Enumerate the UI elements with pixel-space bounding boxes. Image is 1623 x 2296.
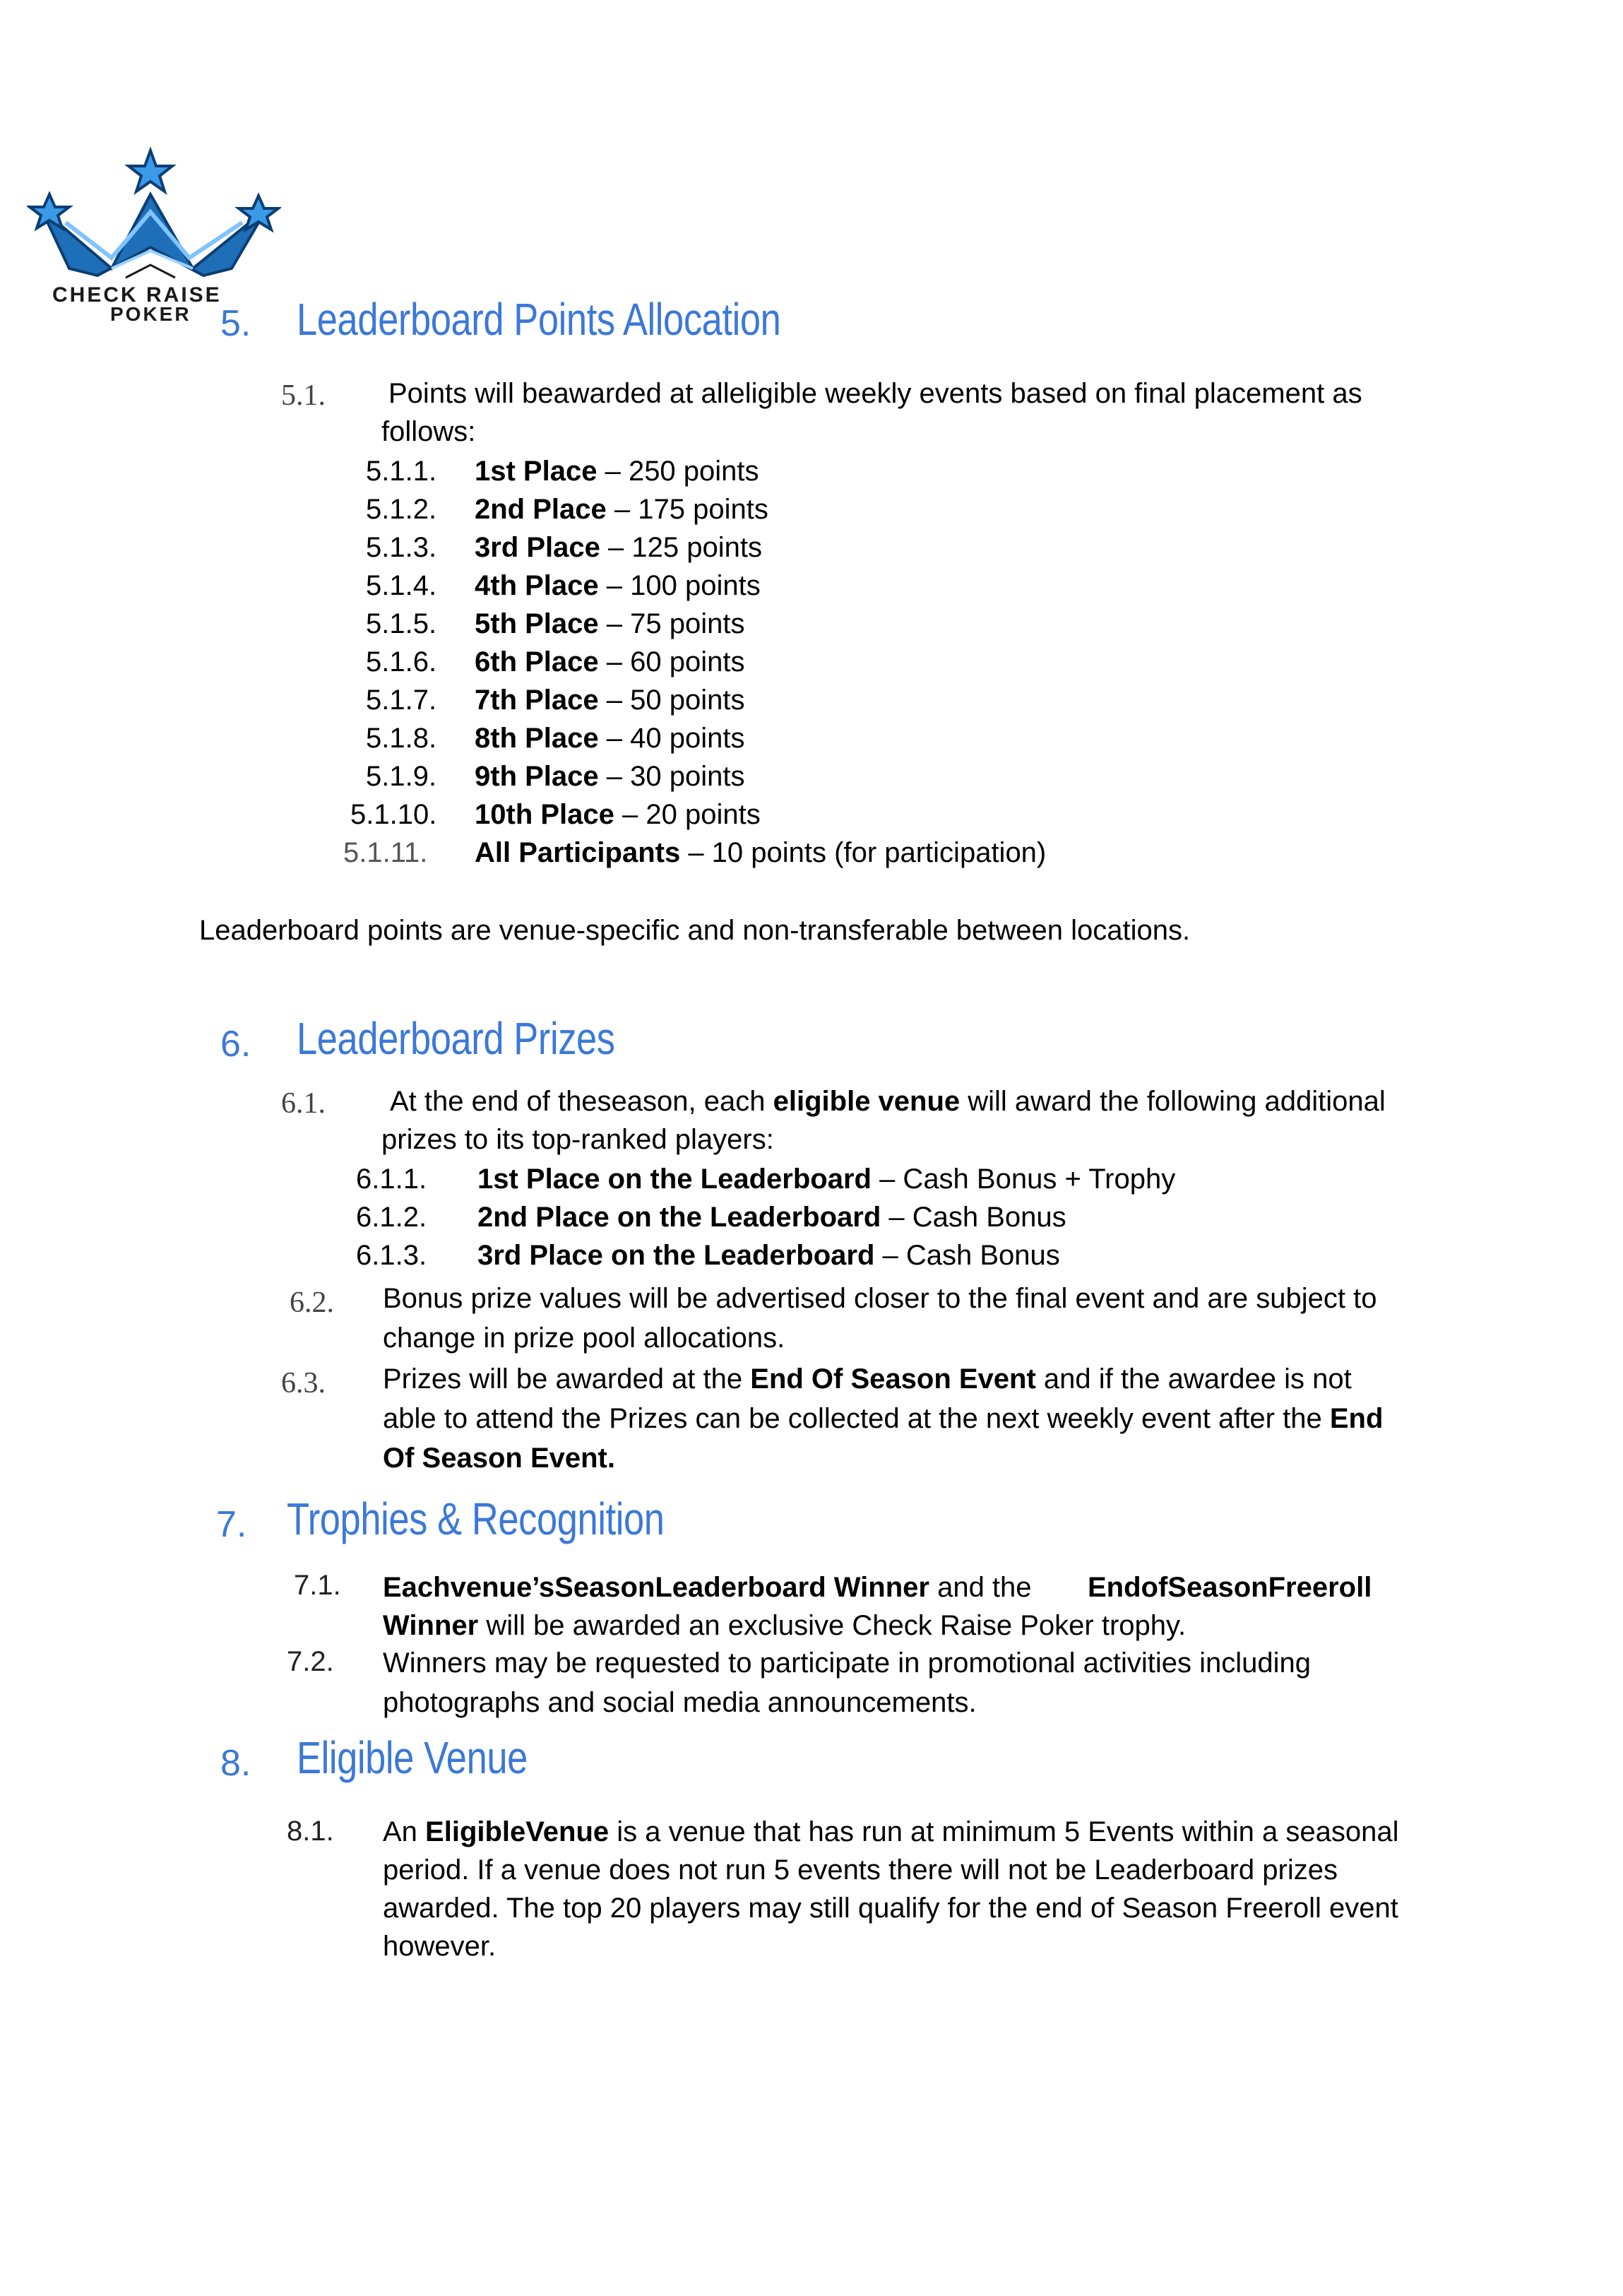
logo	[27, 145, 281, 325]
item-7-1-text-cont: Winner will be awarded an exclusive Check Raise Poker trophy.	[383, 1610, 1187, 1641]
place-number: 5.1.8.	[366, 723, 437, 754]
prize-entry: 3rd Place on the Leaderboard – Cash Bonus	[477, 1240, 1060, 1271]
item-5-1-text-cont: follows:	[381, 416, 476, 447]
place-entry: All Participants – 10 points (for participation)	[475, 837, 1047, 868]
item-6-3-number: 6.3.	[281, 1367, 326, 1400]
place-number: 5.1.4.	[366, 570, 437, 601]
item-6-1-text: At the end of theseason, each eligible venue will award the following additional	[390, 1086, 1386, 1117]
item-6-2-text: Bonus prize values will be advertised closer to the final event and are subject to change in prize pool allocations.	[383, 1283, 1377, 1354]
place-number: 5.1.3.	[366, 532, 437, 563]
points-note: Leaderboard points are venue-specific and non-transferable between locations.	[199, 915, 1191, 946]
section-5-number: 5.	[220, 303, 251, 344]
section-8-number: 8.	[220, 1743, 251, 1784]
item-6-1-number: 6.1.	[281, 1087, 326, 1120]
place-entry: 1st Place – 250 points	[475, 456, 759, 487]
place-number: 5.1.6.	[366, 646, 437, 677]
crown-logo-icon	[27, 145, 281, 286]
place-number: 5.1.1.	[366, 456, 437, 487]
item-7-1-number: 7.1.	[294, 1570, 341, 1601]
place-entry: 3rd Place – 125 points	[475, 532, 762, 563]
item-7-1-text-right: EndofSeasonFreeroll	[1088, 1572, 1372, 1603]
item-8-1-text: An EligibleVenue is a venue that has run at minimum 5 Events within a seasonal period. If a venue does not run 5 events there will not be Leaderboard prizes awarded. The top 20 players may still qualify for the end of Season Freeroll event however.	[383, 1816, 1399, 1962]
item-6-2-number: 6.2.	[290, 1286, 334, 1319]
place-entry: 7th Place – 50 points	[475, 685, 745, 716]
prize-entry: 1st Place on the Leaderboard – Cash Bonus + Trophy	[477, 1164, 1176, 1195]
item-7-1-text: Eachvenue’sSeasonLeaderboard Winner and the	[383, 1572, 1032, 1603]
section-5-title: Leaderboard Points Allocation	[297, 294, 781, 345]
prize-number: 6.1.2.	[356, 1202, 427, 1233]
place-number: 5.1.9.	[366, 761, 437, 792]
place-number: 5.1.2.	[366, 494, 437, 525]
section-7-title: Trophies & Recognition	[287, 1493, 665, 1544]
prize-number: 6.1.3.	[356, 1240, 427, 1271]
place-entry: 8th Place – 40 points	[475, 723, 745, 754]
place-entry: 6th Place – 60 points	[475, 646, 745, 677]
item-7-2-number: 7.2.	[287, 1646, 334, 1677]
logo-line1: CHECK RAISE	[52, 283, 222, 307]
item-6-3-text: Prizes will be awarded at the End Of Season Event and if the awardee is not able to attend the Prizes can be collected at the next weekly event after the End Of Season Event.	[383, 1363, 1384, 1474]
place-entry: 2nd Place – 175 points	[475, 494, 768, 525]
place-entry: 4th Place – 100 points	[475, 570, 761, 601]
place-number: 5.1.7.	[366, 685, 437, 716]
section-8-title: Eligible Venue	[297, 1732, 528, 1783]
section-6-number: 6.	[220, 1024, 251, 1065]
places-list	[0, 452, 1623, 876]
place-number: 5.1.5.	[366, 608, 437, 639]
item-8-1-number: 8.1.	[287, 1816, 334, 1847]
section-7-number: 7.	[216, 1504, 247, 1545]
logo-line2: POKER	[110, 303, 191, 325]
place-number: 5.1.10.	[350, 799, 437, 830]
section-6-title: Leaderboard Prizes	[297, 1013, 615, 1064]
place-number: 5.1.11.	[343, 837, 428, 868]
item-5-1-text: Points will beawarded at alleligible weekly events based on final placement as	[388, 378, 1362, 409]
item-7-2-text: Winners may be requested to participate in promotional activities including photographs and social media announcements.	[383, 1647, 1312, 1718]
prize-number: 6.1.1.	[356, 1164, 427, 1195]
place-entry: 10th Place – 20 points	[475, 799, 761, 830]
place-entry: 5th Place – 75 points	[475, 608, 745, 639]
item-5-1-number: 5.1.	[281, 379, 326, 412]
place-entry: 9th Place – 30 points	[475, 761, 745, 792]
prize-entry: 2nd Place on the Leaderboard – Cash Bonus	[477, 1202, 1066, 1233]
item-6-1-text-cont: prizes to its top-ranked players:	[381, 1124, 774, 1155]
